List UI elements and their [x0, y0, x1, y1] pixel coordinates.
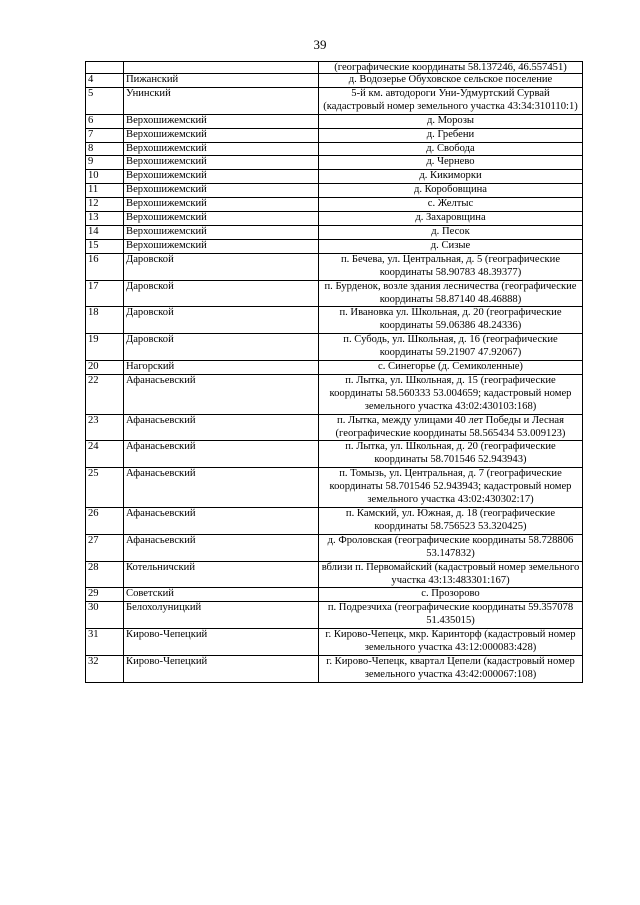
- row-number: 6: [86, 114, 124, 128]
- row-district: Унинский: [124, 87, 319, 114]
- row-district: Афанасьевский: [124, 468, 319, 508]
- row-district: Афанасьевский: [124, 508, 319, 535]
- row-number: 19: [86, 334, 124, 361]
- table-row: [86, 441, 583, 468]
- row-district: Пижанский: [124, 74, 319, 88]
- row-district: Верхошижемский: [124, 114, 319, 128]
- row-location: (географические координаты 58.137246, 46.557451): [319, 62, 583, 74]
- row-number: 29: [86, 588, 124, 602]
- table-row: [86, 561, 583, 588]
- row-district: Верхошижемский: [124, 170, 319, 184]
- table-row: [86, 534, 583, 561]
- row-district: Советский: [124, 588, 319, 602]
- row-location: п. Ивановка ул. Школьная, д. 20 (географические координаты 59.06386 48.24336): [319, 307, 583, 334]
- row-district: Верхошижемский: [124, 156, 319, 170]
- row-location: д. Фроловская (географические координаты 58.728806 53.147832): [319, 534, 583, 561]
- table-row: [86, 374, 583, 414]
- row-location: п. Бечева, ул. Центральная, д. 5 (географические координаты 58.90783 48.39377): [319, 253, 583, 280]
- table-row: [86, 225, 583, 239]
- row-number: 11: [86, 184, 124, 198]
- row-number: 20: [86, 361, 124, 375]
- row-number: 10: [86, 170, 124, 184]
- table-row: [86, 361, 583, 375]
- table-row: [86, 253, 583, 280]
- row-location: д. Коробовщина: [319, 184, 583, 198]
- row-number: 30: [86, 602, 124, 629]
- page-number: 39: [313, 37, 327, 52]
- row-district: Даровской: [124, 307, 319, 334]
- row-location: д. Кикиморки: [319, 170, 583, 184]
- row-number: 16: [86, 253, 124, 280]
- row-location: д. Чернево: [319, 156, 583, 170]
- table-row: [86, 62, 583, 74]
- row-number: 15: [86, 239, 124, 253]
- row-number: 4: [86, 74, 124, 88]
- row-location: с. Прозорово: [319, 588, 583, 602]
- row-district: Афанасьевский: [124, 534, 319, 561]
- row-number: 31: [86, 629, 124, 656]
- row-number: 24: [86, 441, 124, 468]
- row-location: д. Сизые: [319, 239, 583, 253]
- row-location: д. Морозы: [319, 114, 583, 128]
- row-number: 28: [86, 561, 124, 588]
- row-number: 5: [86, 87, 124, 114]
- table-row: [86, 280, 583, 307]
- table-body: [86, 62, 583, 683]
- row-district: Даровской: [124, 280, 319, 307]
- row-number: 26: [86, 508, 124, 535]
- row-district: Даровской: [124, 253, 319, 280]
- row-district: Верхошижемский: [124, 225, 319, 239]
- table-row: [86, 184, 583, 198]
- row-district: Афанасьевский: [124, 441, 319, 468]
- table-row: [86, 239, 583, 253]
- row-district: Котельничский: [124, 561, 319, 588]
- row-district: Нагорский: [124, 361, 319, 375]
- table-row: [86, 74, 583, 88]
- table-row: [86, 468, 583, 508]
- row-number: 12: [86, 198, 124, 212]
- table-row: [86, 588, 583, 602]
- row-location: с. Синегорье (д. Семиколенные): [319, 361, 583, 375]
- row-district: Верхошижемский: [124, 184, 319, 198]
- table-row: [86, 142, 583, 156]
- row-location: д. Гребени: [319, 128, 583, 142]
- table-row: [86, 655, 583, 682]
- row-location: п. Субодь, ул. Школьная, д. 16 (географические координаты 59.21907 47.92067): [319, 334, 583, 361]
- row-location: п. Томызь, ул. Центральная, д. 7 (географические координаты 58.701546 52.943943; кадастровый номер земельного участка 43:02:430302:17): [319, 468, 583, 508]
- row-location: вблизи п. Первомайский (кадастровый номер земельного участка 43:13:483301:167): [319, 561, 583, 588]
- row-location: д. Захаровщина: [319, 212, 583, 226]
- table-row: [86, 114, 583, 128]
- table-row: [86, 414, 583, 441]
- row-location: д. Песок: [319, 225, 583, 239]
- row-district: Белохолуницкий: [124, 602, 319, 629]
- row-number: 13: [86, 212, 124, 226]
- row-number: 8: [86, 142, 124, 156]
- row-number: [86, 62, 124, 74]
- row-location: п. Лытка, между улицами 40 лет Победы и Лесная (географические координаты 58.565434 53.009123): [319, 414, 583, 441]
- row-location: п. Подрезчиха (географические координаты 59.357078 51.435015): [319, 602, 583, 629]
- row-number: 18: [86, 307, 124, 334]
- row-number: 23: [86, 414, 124, 441]
- row-location: п. Лытка, ул. Школьная, д. 15 (географические координаты 58.560333 53.004659; кадастровый номер земельного участка 43:02:430103:168): [319, 374, 583, 414]
- table-row: [86, 128, 583, 142]
- row-number: 7: [86, 128, 124, 142]
- row-location: г. Кирово-Чепецк, квартал Цепели (кадастровый номер земельного участка 43:42:000067:108): [319, 655, 583, 682]
- row-district: Верхошижемский: [124, 212, 319, 226]
- row-location: п. Бурденок, возле здания лесничества (географические координаты 58.87140 48.46888): [319, 280, 583, 307]
- row-location: д. Свобода: [319, 142, 583, 156]
- table-row: [86, 212, 583, 226]
- row-district: Даровской: [124, 334, 319, 361]
- row-number: 25: [86, 468, 124, 508]
- row-number: 17: [86, 280, 124, 307]
- table-row: [86, 629, 583, 656]
- row-district: Верхошижемский: [124, 198, 319, 212]
- row-location: п. Камский, ул. Южная, д. 18 (географические координаты 58.756523 53.320425): [319, 508, 583, 535]
- row-district: Афанасьевский: [124, 414, 319, 441]
- row-location: д. Водозерье Обуховское сельское поселение: [319, 74, 583, 88]
- row-location: г. Кирово-Чепецк, мкр. Каринторф (кадастровый номер земельного участка 43:12:000083:428): [319, 629, 583, 656]
- row-number: 22: [86, 374, 124, 414]
- row-number: 32: [86, 655, 124, 682]
- row-district: Верхошижемский: [124, 142, 319, 156]
- row-district: [124, 62, 319, 74]
- row-district: Верхошижемский: [124, 128, 319, 142]
- table-row: [86, 87, 583, 114]
- row-number: 9: [86, 156, 124, 170]
- table-row: [86, 198, 583, 212]
- settlements-table: [85, 61, 583, 683]
- row-number: 27: [86, 534, 124, 561]
- table-row: [86, 156, 583, 170]
- table-row: [86, 508, 583, 535]
- table-row: [86, 307, 583, 334]
- row-district: Верхошижемский: [124, 239, 319, 253]
- row-district: Кирово-Чепецкий: [124, 629, 319, 656]
- table-row: [86, 602, 583, 629]
- row-district: Афанасьевский: [124, 374, 319, 414]
- row-location: п. Лытка, ул. Школьная, д. 20 (географические координаты 58.701546 52.943943): [319, 441, 583, 468]
- row-number: 14: [86, 225, 124, 239]
- table-row: [86, 334, 583, 361]
- table-row: [86, 170, 583, 184]
- row-district: Кирово-Чепецкий: [124, 655, 319, 682]
- row-location: с. Желтыс: [319, 198, 583, 212]
- row-location: 5-й км. автодороги Уни-Удмуртский Сурвай (кадастровый номер земельного участка 43:34:310110:1): [319, 87, 583, 114]
